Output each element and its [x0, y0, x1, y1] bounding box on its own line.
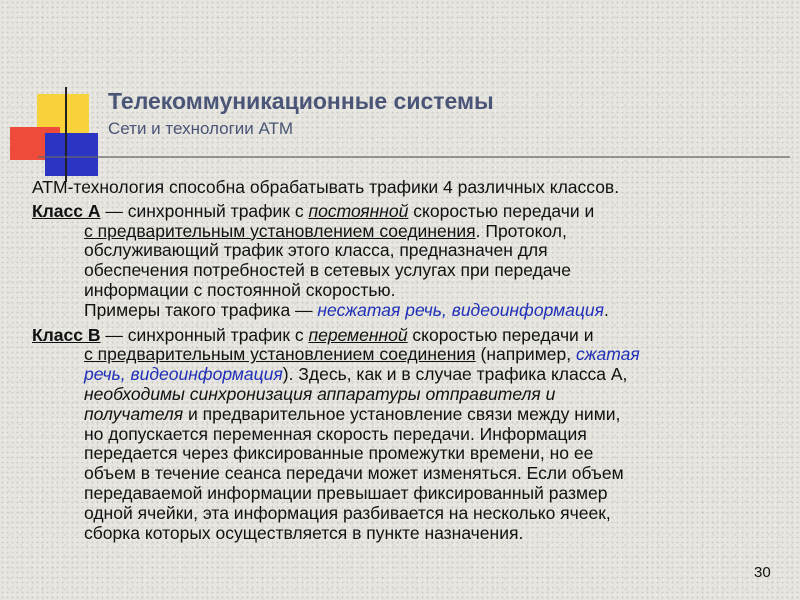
class-b-line-7: передается через фиксированные промежутки времени, но ее: [84, 443, 594, 464]
class-a-line-4: обеспечения потребностей в сетевых услугах при передаче: [84, 260, 572, 281]
class-b-receiver: получателя: [84, 403, 184, 424]
class-a-text: скоростью передачи и: [408, 200, 595, 221]
class-b-line-11: сборка которых осуществляется в пункте назначения.: [84, 522, 524, 543]
class-b-label: Класс В: [32, 324, 101, 345]
body-text: [32, 178, 777, 543]
class-b-text: и предварительное установление связи между ними,: [183, 403, 621, 424]
class-b-line-9: передаваемой информации превышает фиксированный размер: [84, 482, 608, 503]
intro-paragraph: АТМ-технология способна обрабатывать трафики 4 различных классов.: [32, 177, 620, 197]
class-a-text: — синхронный трафик с: [100, 200, 309, 221]
page-subtitle: Сети и технологии АТМ: [108, 119, 294, 138]
title-block: [108, 87, 494, 140]
class-a-text: . Протокол,: [475, 220, 567, 241]
class-b-continuation: [32, 345, 777, 543]
class-b-line-1: [32, 326, 777, 346]
class-a-line-3: обслуживающий трафик этого класса, предназначен для: [84, 240, 548, 261]
class-b-text: (например,: [475, 344, 576, 365]
class-a-line-6: [84, 301, 777, 321]
class-a-text: Примеры такого трафика —: [84, 299, 318, 320]
class-b-variable: переменной: [308, 324, 408, 345]
class-b-text: ). Здесь, как и в случае трафика класса А,: [282, 364, 628, 385]
class-a-paragraph: [32, 202, 777, 321]
class-b-line-6: но допускается переменная скорость передачи. Информация: [84, 423, 587, 444]
class-a-examples: несжатая речь, видеоинформация: [317, 299, 604, 320]
class-b-line-5: [84, 405, 777, 425]
class-a-connection: с предварительным установлением соединения: [84, 220, 476, 241]
class-b-line-8: объем в течение сеанса передачи может изменяться. Если объем: [84, 463, 624, 484]
class-b-line-3: [84, 365, 777, 385]
class-a-constant: постоянной: [308, 200, 409, 221]
class-a-label: Класс А: [32, 200, 101, 221]
class-a-line-2: [84, 222, 777, 242]
red-square: [10, 127, 60, 160]
class-a-line-1: [32, 202, 777, 222]
class-b-line-2: [84, 345, 777, 365]
page-title: Телекоммуникационные системы: [108, 88, 494, 114]
class-a-continuation: [32, 222, 777, 321]
class-b-examples-start: сжатая: [575, 344, 640, 365]
class-a-text: .: [603, 299, 609, 320]
blue-square: [45, 133, 98, 176]
class-b-line-10: одной ячейки, эта информация разбивается на несколько ячеек,: [84, 502, 611, 523]
class-a-line-5: информации с постоянной скоростью.: [84, 279, 396, 300]
class-b-paragraph: [32, 326, 777, 544]
page-number: 30: [754, 564, 771, 581]
class-b-examples-end: речь, видеоинформация: [84, 364, 283, 385]
yellow-square: [37, 94, 89, 134]
class-b-line-4: необходимы синхронизация аппаратуры отправителя и: [84, 383, 556, 404]
class-b-text: скоростью передачи и: [407, 324, 594, 345]
class-b-connection: с предварительным установлением соединения: [84, 344, 476, 365]
class-b-text: — синхронный трафик с: [100, 324, 309, 345]
